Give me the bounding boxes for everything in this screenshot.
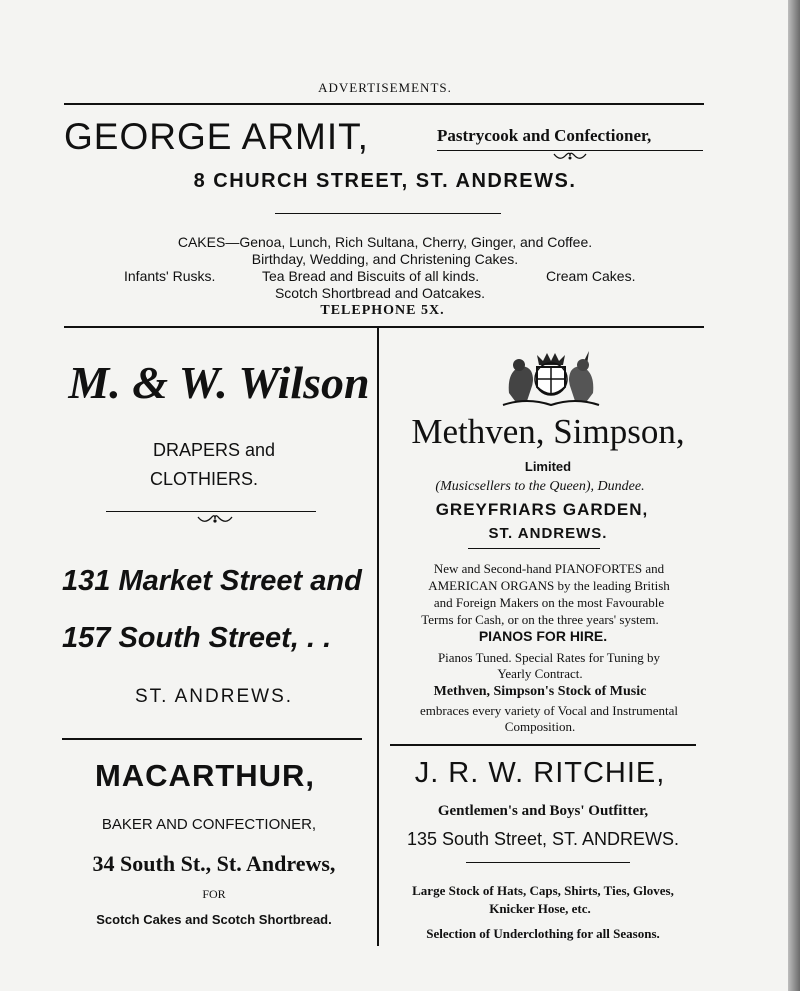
wilson-name: M. & W. Wilson [68, 357, 370, 408]
armit-cakes-line: CAKES—Genoa, Lunch, Rich Sultana, Cherry, Ginger, and Coffee. [177, 234, 593, 250]
armit-telephone: TELEPHONE 5X. [320, 303, 445, 318]
flourish-ornament [552, 150, 588, 162]
wilson-trade-2: CLOTHIERS. [149, 469, 259, 489]
ritchie-underclothing: Selection of Underclothing for all Seasons. [426, 926, 660, 941]
right-section-divider [390, 744, 696, 746]
left-section-divider [62, 738, 362, 740]
header-rule [64, 103, 704, 105]
macarthur-goods: Scotch Cakes and Scotch Shortbread. [96, 912, 332, 927]
armit-tea-bread: Tea Bread and Biscuits of all kinds. [262, 268, 480, 284]
methven-tuning-1: Pianos Tuned. Special Rates for Tuning by [437, 650, 661, 665]
methven-premises: GREYFRIARS GARDEN, [435, 500, 649, 519]
royal-arms-icon [497, 349, 605, 409]
methven-variety-2: Composition. [504, 719, 576, 734]
armit-trade: Pastrycook and Confectioner, [437, 126, 652, 145]
ritchie-stock-1: Large Stock of Hats, Caps, Shirts, Ties, Gloves, [412, 883, 674, 898]
macarthur-address: 34 South St., St. Andrews, [92, 851, 336, 876]
methven-variety-1: embraces every variety of Vocal and Instrumental [420, 703, 678, 718]
macarthur-trade: BAKER AND CONFECTIONER, [101, 816, 317, 833]
ritchie-rule [466, 862, 630, 863]
wilson-address-2: 157 South Street, . . [62, 622, 332, 654]
section-divider-top [64, 326, 704, 328]
wilson-town: ST. ANDREWS. [134, 686, 294, 707]
armit-divider [275, 213, 501, 214]
armit-shortbread-line: Scotch Shortbread and Oatcakes. [274, 285, 486, 301]
armit-address: 8 CHURCH STREET, ST. ANDREWS. [193, 170, 577, 192]
ritchie-trade: Gentlemen's and Boys' Outfitter, [437, 803, 649, 819]
methven-stock: Methven, Simpson's Stock of Music [433, 684, 647, 699]
methven-text-1: New and Second-hand PIANOFORTES and [433, 561, 665, 576]
methven-name: Methven, Simpson, [411, 412, 685, 451]
methven-tuning-2: Yearly Contract. [497, 666, 583, 681]
wilson-trade-1: DRAPERS and [152, 440, 276, 460]
wilson-address-1: 131 Market Street and [62, 565, 362, 597]
macarthur-name: MACARTHUR, [94, 758, 316, 793]
flourish-ornament [196, 512, 234, 526]
methven-limited: Limited [524, 459, 572, 474]
methven-rule [468, 548, 600, 549]
armit-cream-cakes: Cream Cakes. [546, 268, 636, 284]
ritchie-stock-2: Knicker Hose, etc. [489, 901, 591, 916]
methven-hire: PIANOS FOR HIRE. [478, 628, 608, 644]
armit-celebration-line: Birthday, Wedding, and Christening Cakes. [251, 251, 519, 267]
methven-text-2: AMERICAN ORGANS by the leading British [428, 578, 670, 593]
armit-name: GEORGE ARMIT, [64, 116, 369, 157]
page-edge-shadow [788, 0, 800, 991]
armit-rusks: Infants' Rusks. [124, 268, 216, 284]
methven-town: ST. ANDREWS. [488, 525, 608, 542]
ritchie-name: J. R. W. RITCHIE, [414, 757, 666, 789]
methven-text-3: and Foreign Makers on the most Favourable [433, 595, 665, 610]
methven-text-4: Terms for Cash, or on the three years' system. [421, 612, 659, 627]
page-header: ADVERTISEMENTS. [318, 80, 452, 95]
macarthur-for: FOR [202, 887, 226, 901]
methven-appointment: (Musicsellers to the Queen), Dundee. [435, 479, 645, 494]
ritchie-address: 135 South Street, ST. ANDREWS. [406, 829, 680, 849]
column-divider [377, 328, 379, 946]
